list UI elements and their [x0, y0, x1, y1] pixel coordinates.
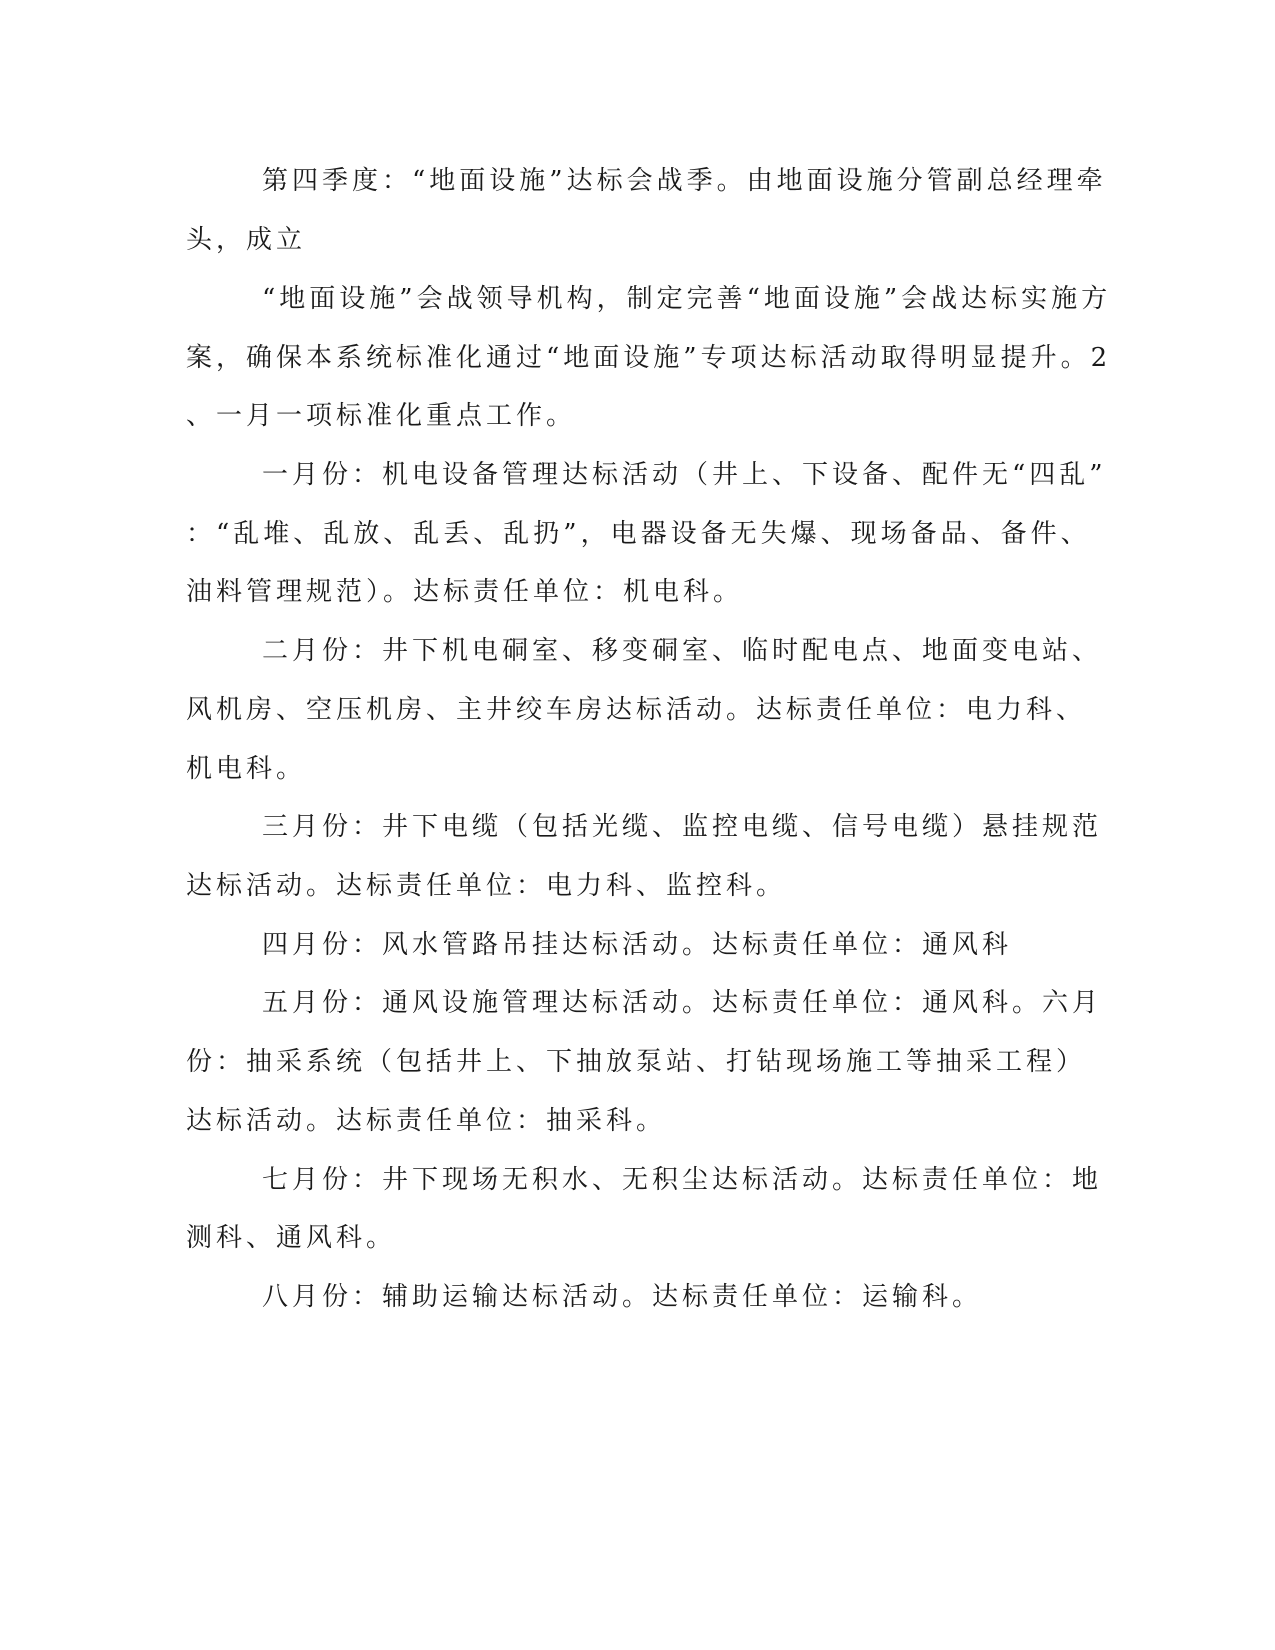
text-line-9: 二月份：井下机电硐室、移变硐室、临时配电点、地面变电站、: [262, 636, 1103, 666]
text-line-5: 、一月一项标准化重点工作。: [186, 401, 577, 431]
text-line-7: ：“乱堆、乱放、乱丢、乱扔”，电器设备无失爆、现场备品、备件、: [186, 519, 1091, 549]
text-line-2: 头，成立: [186, 225, 307, 255]
text-line-1: 第四季度：“地面设施”达标会战季。由地面设施分管副总经理牵: [262, 166, 1107, 196]
text-line-8: 油料管理规范）。达标责任单位：机电科。: [186, 577, 744, 607]
text-line-17: 达标活动。达标责任单位：抽采科。: [186, 1106, 667, 1136]
text-line-6: 一月份：机电设备管理达标活动（井上、下设备、配件无“四乱”: [262, 460, 1107, 490]
text-line-16: 份：抽采系统（包括井上、下抽放泵站、打钻现场施工等抽采工程）: [186, 1047, 1087, 1077]
text-line-4: 案，确保本系统标准化通过“地面设施”专项达标活动取得明显提升。2: [186, 343, 1112, 373]
text-line-12: 三月份：井下电缆（包括光缆、监控电缆、信号电缆）悬挂规范: [262, 812, 1103, 842]
text-line-18: 七月份：井下现场无积水、无积尘达标活动。达标责任单位：地: [262, 1165, 1103, 1195]
text-line-15: 五月份：通风设施管理达标活动。达标责任单位：通风科。六月: [262, 988, 1103, 1018]
text-line-19: 测科、通风科。: [186, 1223, 397, 1253]
text-line-10: 风机房、空压机房、主井绞车房达标活动。达标责任单位：电力科、: [186, 695, 1087, 725]
text-line-3: “地面设施”会战领导机构，制定完善“地面设施”会战达标实施方: [262, 284, 1112, 314]
text-line-13: 达标活动。达标责任单位：电力科、监控科。: [186, 871, 787, 901]
text-line-14: 四月份：风水管路吊挂达标活动。达标责任单位：通风科: [262, 930, 1013, 960]
text-line-20: 八月份：辅助运输达标活动。达标责任单位：运输科。: [262, 1282, 983, 1312]
text-line-11: 机电科。: [186, 754, 307, 784]
